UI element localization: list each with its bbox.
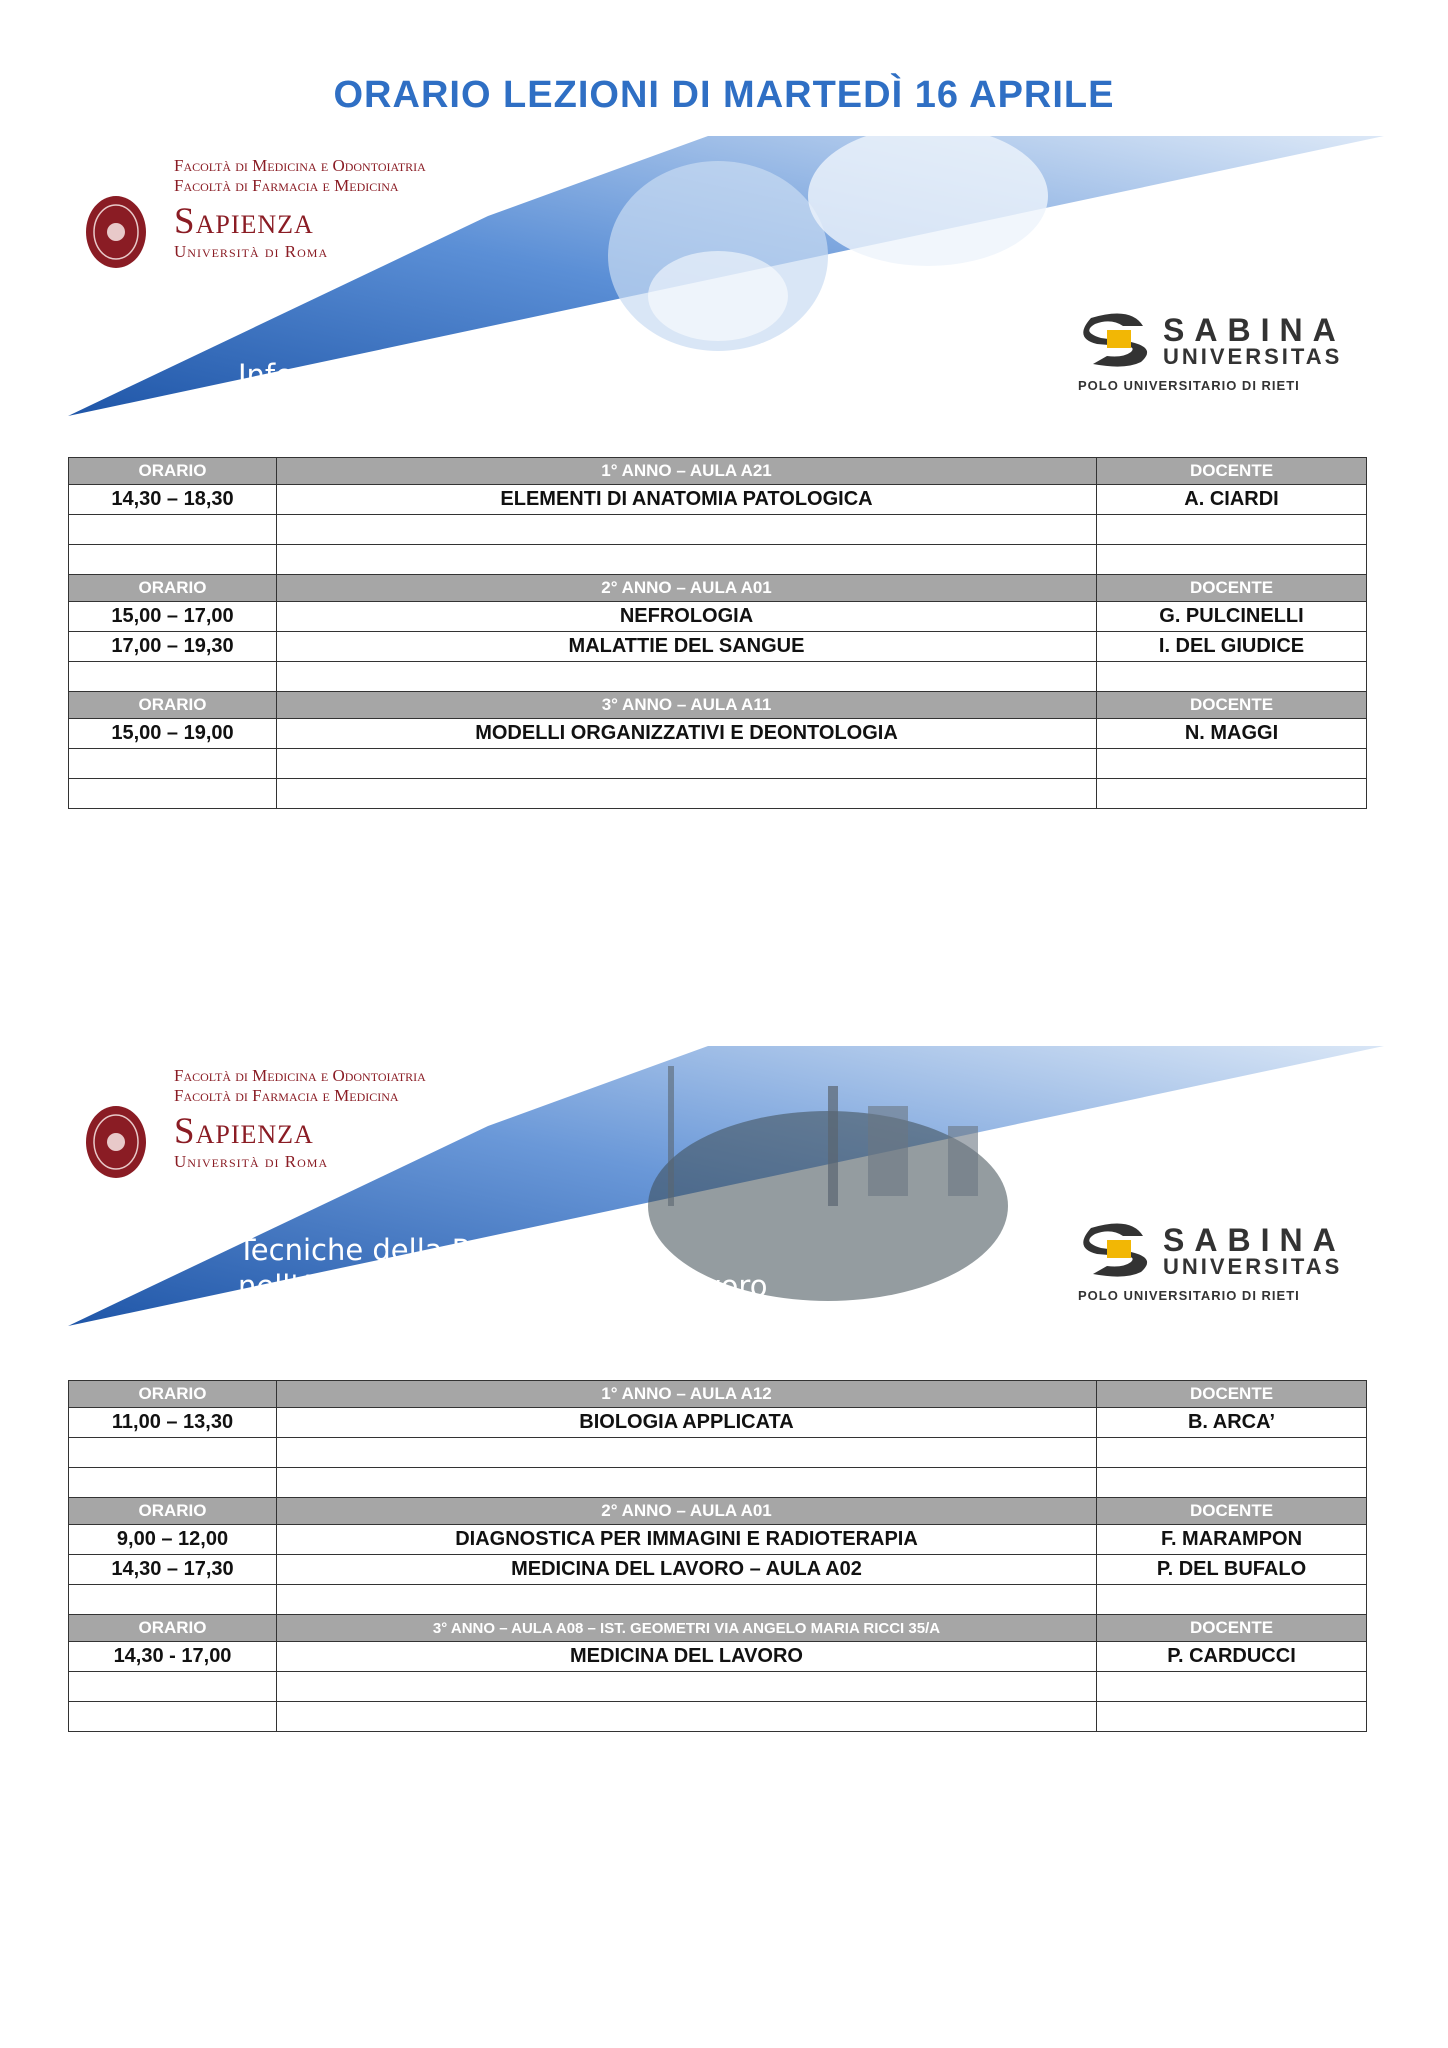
cell-subject — [277, 662, 1097, 692]
header-orario: ORARIO — [69, 1381, 277, 1408]
cell-teacher — [1097, 779, 1367, 809]
cell-teacher: P. CARDUCCI — [1097, 1642, 1367, 1672]
table-row — [69, 632, 1367, 662]
table-row — [69, 1468, 1367, 1498]
cell-time — [69, 515, 277, 545]
polo-text: POLO UNIVERSITARIO DI RIETI — [1078, 1288, 1300, 1303]
sapienza-logo-text: Sapienza — [174, 201, 314, 242]
sapienza-logo-text: Sapienza — [174, 1111, 314, 1152]
course-name-line-1: Tecniche della Prevenzione — [238, 1233, 629, 1267]
table-header-row — [69, 1381, 1367, 1408]
cell-subject — [277, 515, 1097, 545]
sapienza-subtitle: Università di Roma — [174, 1152, 329, 1171]
cell-time: 14,30 – 17,30 — [69, 1555, 277, 1585]
header-anno: 1° ANNO – AULA A12 — [277, 1381, 1097, 1408]
cell-subject — [277, 1438, 1097, 1468]
cell-time — [69, 1438, 277, 1468]
schedule-table-infermieristica — [68, 457, 1367, 809]
header-docente: DOCENTE — [1097, 692, 1367, 719]
cell-teacher — [1097, 1438, 1367, 1468]
cell-teacher: I. DEL GIUDICE — [1097, 632, 1367, 662]
header-anno: 3° ANNO – AULA A08 – IST. GEOMETRI VIA ANGELO MARIA RICCI 35/A — [277, 1615, 1097, 1642]
cell-teacher — [1097, 1468, 1367, 1498]
header-docente: DOCENTE — [1097, 1498, 1367, 1525]
cell-teacher — [1097, 515, 1367, 545]
cell-subject — [277, 749, 1097, 779]
cell-teacher: N. MAGGI — [1097, 719, 1367, 749]
faculty-line-2: Facoltà di Farmacia e Medicina — [174, 1086, 399, 1105]
header-anno: 2° ANNO – AULA A01 — [277, 575, 1097, 602]
faculty-line-1: Facoltà di Medicina e Odontoiatria — [174, 1066, 426, 1085]
table-row — [69, 515, 1367, 545]
table-row — [69, 1642, 1367, 1672]
cell-subject — [277, 1702, 1097, 1732]
table-row — [69, 1585, 1367, 1615]
banner-tecniche-prevenzione — [68, 1046, 1384, 1326]
cell-subject: MEDICINA DEL LAVORO – AULA A02 — [277, 1555, 1097, 1585]
cell-subject — [277, 1585, 1097, 1615]
table-header-row — [69, 575, 1367, 602]
cell-time — [69, 1672, 277, 1702]
table-row — [69, 1525, 1367, 1555]
cell-subject: ELEMENTI DI ANATOMIA PATOLOGICA — [277, 485, 1097, 515]
cell-time — [69, 1702, 277, 1732]
course-name — [238, 357, 447, 393]
cell-subject: BIOLOGIA APPLICATA — [277, 1408, 1097, 1438]
course-name — [238, 1232, 767, 1304]
cell-teacher: G. PULCINELLI — [1097, 602, 1367, 632]
table-row — [69, 1438, 1367, 1468]
table-row — [69, 545, 1367, 575]
cell-time: 15,00 – 19,00 — [69, 719, 277, 749]
cell-teacher — [1097, 749, 1367, 779]
table-row — [69, 719, 1367, 749]
header-orario: ORARIO — [69, 458, 277, 485]
polo-text: POLO UNIVERSITARIO DI RIETI — [1078, 378, 1300, 393]
header-docente: DOCENTE — [1097, 1381, 1367, 1408]
cell-time — [69, 662, 277, 692]
header-orario: ORARIO — [69, 692, 277, 719]
cell-subject — [277, 1672, 1097, 1702]
table-row — [69, 1555, 1367, 1585]
cell-time — [69, 749, 277, 779]
cell-teacher: F. MARAMPON — [1097, 1525, 1367, 1555]
table-row — [69, 749, 1367, 779]
cell-teacher — [1097, 1672, 1367, 1702]
cell-teacher: P. DEL BUFALO — [1097, 1555, 1367, 1585]
course-name-line-2: nell'Ambiente e nei Luoghi di Lavoro — [238, 1269, 768, 1303]
cell-subject: MALATTIE DEL SANGUE — [277, 632, 1097, 662]
faculty-line-1: Facoltà di Medicina e Odontoiatria — [174, 156, 426, 175]
sabina-text: SABINA — [1163, 312, 1346, 348]
page-title: ORARIO LEZIONI DI MARTEDÌ 16 APRILE — [333, 74, 1115, 116]
table-row — [69, 662, 1367, 692]
header-orario: ORARIO — [69, 1615, 277, 1642]
table-row — [69, 779, 1367, 809]
cell-time: 14,30 - 17,00 — [69, 1642, 277, 1672]
table-row — [69, 1408, 1367, 1438]
cell-time — [69, 1468, 277, 1498]
cell-time — [69, 779, 277, 809]
sapienza-seal-icon — [84, 1104, 148, 1180]
cell-time — [69, 545, 277, 575]
sabina-logo-icon — [1071, 1218, 1161, 1278]
cell-subject: MODELLI ORGANIZZATIVI E DEONTOLOGIA — [277, 719, 1097, 749]
course-name-line-1: Infermieristica — [238, 358, 447, 392]
cell-teacher — [1097, 1702, 1367, 1732]
header-anno: 1° ANNO – AULA A21 — [277, 458, 1097, 485]
cell-time: 15,00 – 17,00 — [69, 602, 277, 632]
cell-subject: DIAGNOSTICA PER IMMAGINI E RADIOTERAPIA — [277, 1525, 1097, 1555]
table-header-row — [69, 692, 1367, 719]
faculty-line-2: Facoltà di Farmacia e Medicina — [174, 176, 399, 195]
banner-infermieristica — [68, 136, 1384, 416]
cell-subject: NEFROLOGIA — [277, 602, 1097, 632]
header-anno: 3° ANNO – AULA A11 — [277, 692, 1097, 719]
header-orario: ORARIO — [69, 1498, 277, 1525]
table-row — [69, 602, 1367, 632]
cell-teacher: B. ARCA’ — [1097, 1408, 1367, 1438]
cell-subject — [277, 1468, 1097, 1498]
table-row — [69, 1702, 1367, 1732]
table-header-row — [69, 458, 1367, 485]
sabina-text: SABINA — [1163, 1222, 1346, 1258]
universitas-text: UNIVERSITAS — [1163, 1254, 1343, 1279]
cell-subject — [277, 779, 1097, 809]
table-header-row — [69, 1615, 1367, 1642]
header-orario: ORARIO — [69, 575, 277, 602]
universitas-text: UNIVERSITAS — [1163, 344, 1343, 369]
cell-time — [69, 1585, 277, 1615]
sabina-logo-icon — [1071, 308, 1161, 368]
sapienza-subtitle: Università di Roma — [174, 242, 329, 261]
table-row — [69, 485, 1367, 515]
cell-time: 11,00 – 13,30 — [69, 1408, 277, 1438]
header-docente: DOCENTE — [1097, 575, 1367, 602]
cell-teacher — [1097, 1585, 1367, 1615]
cell-time: 14,30 – 18,30 — [69, 485, 277, 515]
cell-teacher: A. CIARDI — [1097, 485, 1367, 515]
header-docente: DOCENTE — [1097, 458, 1367, 485]
cell-teacher — [1097, 662, 1367, 692]
table-row — [69, 1672, 1367, 1702]
cell-teacher — [1097, 545, 1367, 575]
header-docente: DOCENTE — [1097, 1615, 1367, 1642]
cell-subject: MEDICINA DEL LAVORO — [277, 1642, 1097, 1672]
cell-time: 17,00 – 19,30 — [69, 632, 277, 662]
header-anno: 2° ANNO – AULA A01 — [277, 1498, 1097, 1525]
table-header-row — [69, 1498, 1367, 1525]
sapienza-seal-icon — [84, 194, 148, 270]
cell-subject — [277, 545, 1097, 575]
schedule-table-tecniche-prevenzione — [68, 1380, 1367, 1732]
cell-time: 9,00 – 12,00 — [69, 1525, 277, 1555]
